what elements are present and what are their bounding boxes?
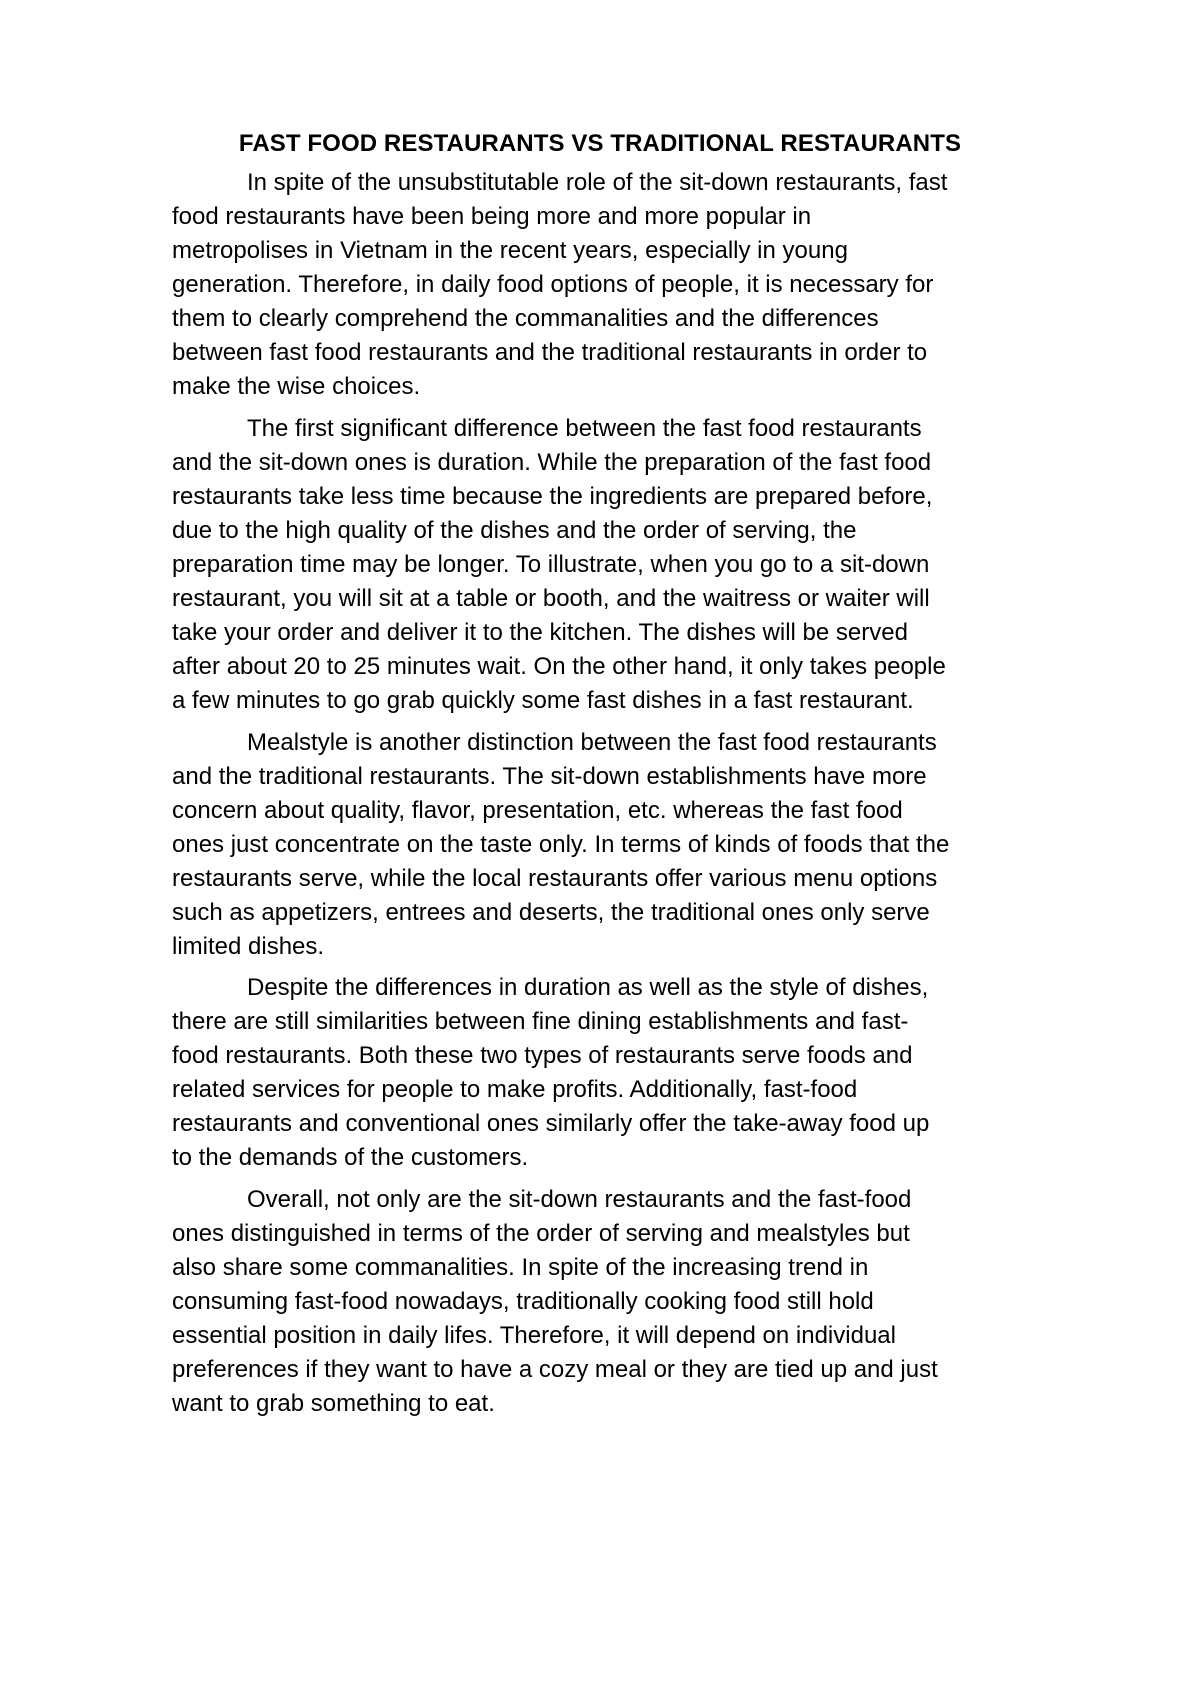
paragraph-line: there are still similarities between fine dining establishments and fast- (172, 1008, 909, 1035)
paragraph-line: food restaurants. Both these two types of restaurants serve foods and (172, 1042, 913, 1069)
paragraph-line: metropolises in Vietnam in the recent years, especially in young (172, 237, 848, 264)
paragraph-line: related services for people to make profits. Additionally, fast-food (172, 1076, 858, 1103)
paragraph-line: In spite of the unsubstitutable role of the sit-down restaurants, fast (247, 169, 948, 196)
paragraph-line: restaurants serve, while the local restaurants offer various menu options (172, 865, 938, 892)
paragraph-line: food restaurants have been being more and more popular in (172, 203, 812, 230)
paragraph-line: such as appetizers, entrees and deserts, the traditional ones only serve (172, 899, 930, 926)
paragraph-line: make the wise choices. (172, 373, 421, 400)
paragraph-line: Despite the differences in duration as well as the style of dishes, (247, 974, 929, 1001)
paragraph-line: Mealstyle is another distinction between the fast food restaurants (247, 729, 937, 756)
paragraph-line: to the demands of the customers. (172, 1144, 529, 1171)
paragraph-line: also share some commanalities. In spite of the increasing trend in (172, 1254, 869, 1281)
paragraph-line: The first significant difference between the fast food restaurants (247, 415, 922, 442)
paragraph-line: between fast food restaurants and the traditional restaurants in order to (172, 339, 928, 366)
paragraph-line: consuming fast-food nowadays, traditionally cooking food still hold (172, 1288, 874, 1315)
paragraph-line: ones just concentrate on the taste only. In terms of kinds of foods that the (172, 831, 950, 858)
paragraph-line: concern about quality, flavor, presentation, etc. whereas the fast food (172, 797, 903, 824)
paragraph-line: restaurant, you will sit at a table or booth, and the waitress or waiter will (172, 585, 930, 612)
document-title: FAST FOOD RESTAURANTS VS TRADITIONAL RESTAURANTS (238, 130, 962, 157)
paragraph-line: restaurants take less time because the ingredients are prepared before, (172, 483, 933, 510)
paragraph-line: them to clearly comprehend the commanalities and the differences (172, 305, 879, 332)
paragraph-line: and the sit-down ones is duration. While the preparation of the fast food (172, 449, 932, 476)
paragraph-line: preferences if they want to have a cozy meal or they are tied up and just (172, 1356, 938, 1383)
paragraph-line: a few minutes to go grab quickly some fast dishes in a fast restaurant. (172, 687, 914, 714)
paragraph-line: restaurants and conventional ones similarly offer the take-away food up (172, 1110, 930, 1137)
paragraph-line: limited dishes. (172, 933, 325, 960)
paragraph-line: essential position in daily lifes. Therefore, it will depend on individual (172, 1322, 896, 1349)
paragraph-line: ones distinguished in terms of the order of serving and mealstyles but (172, 1220, 910, 1247)
paragraph-line: want to grab something to eat. (172, 1390, 495, 1417)
paragraph-line: due to the high quality of the dishes and the order of serving, the (172, 517, 857, 544)
paragraph-line: take your order and deliver it to the kitchen. The dishes will be served (172, 619, 908, 646)
paragraph-line: after about 20 to 25 minutes wait. On the other hand, it only takes people (172, 653, 946, 680)
paragraph-line: Overall, not only are the sit-down restaurants and the fast-food (247, 1186, 912, 1213)
paragraph-line: and the traditional restaurants. The sit-down establishments have more (172, 763, 927, 790)
paragraph-line: preparation time may be longer. To illustrate, when you go to a sit-down (172, 551, 930, 578)
paragraph-line: generation. Therefore, in daily food options of people, it is necessary for (172, 271, 934, 298)
